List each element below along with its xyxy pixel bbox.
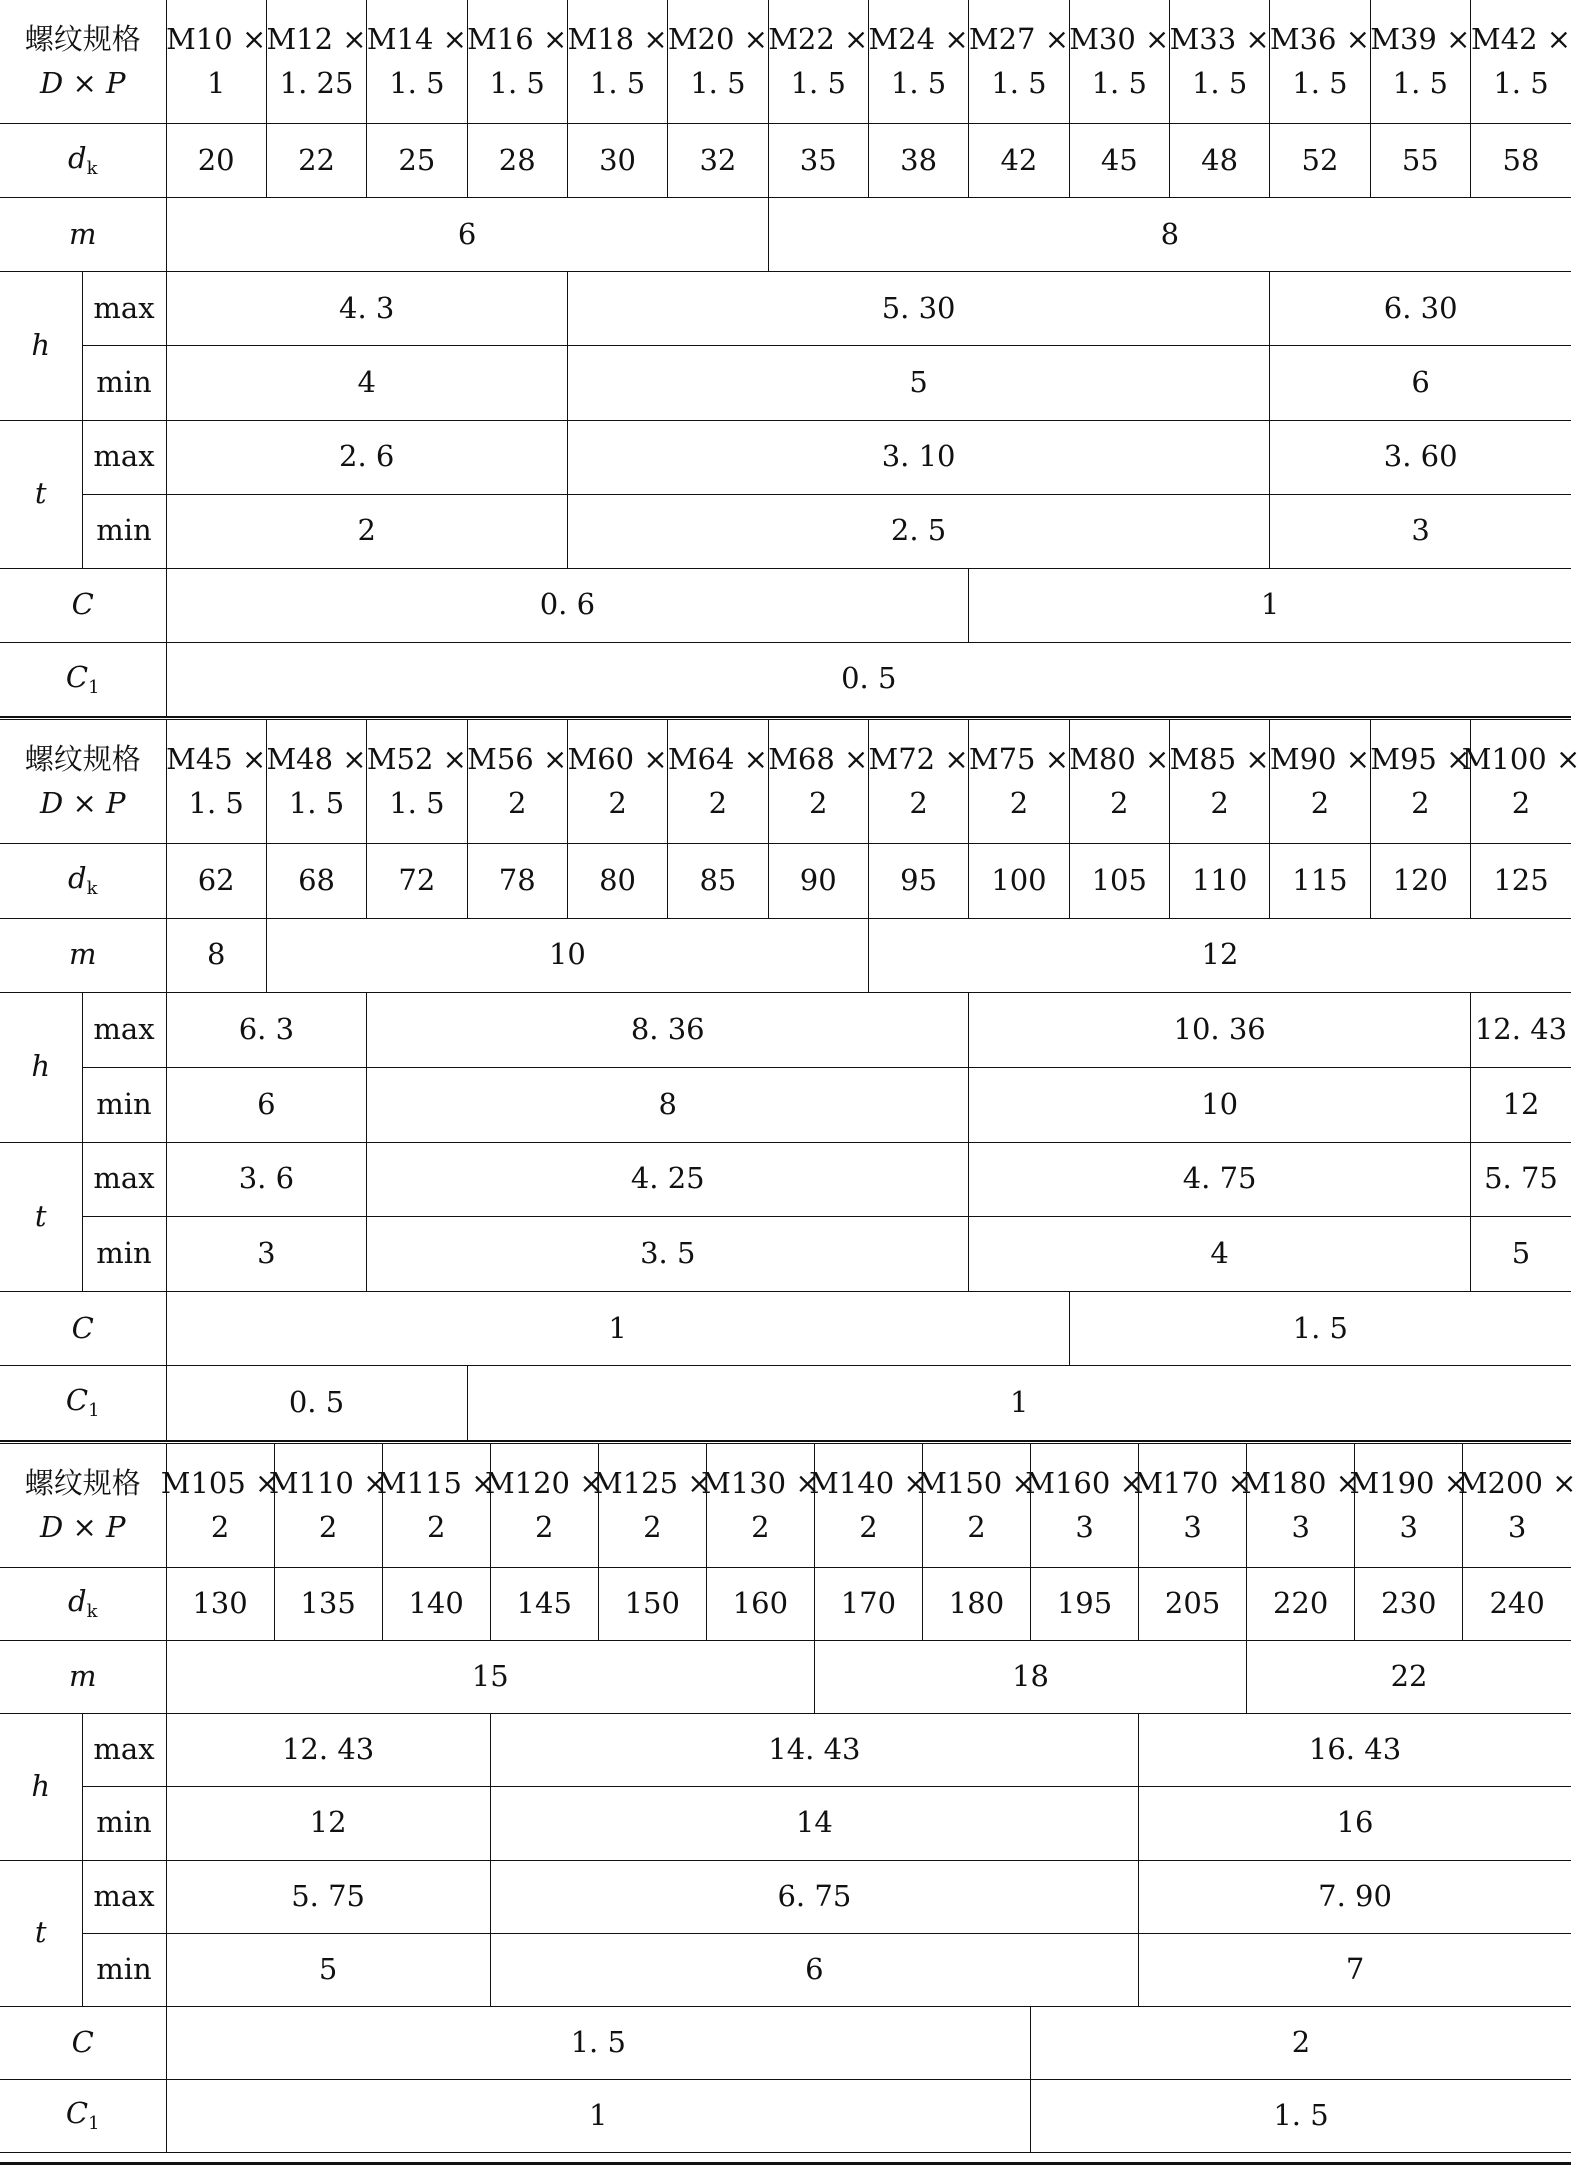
dk-label: $d_k$ xyxy=(0,124,166,198)
table-bottom-rule xyxy=(0,2162,1571,2168)
t-min-value: 3. 5 xyxy=(367,1217,969,1292)
min-label: min xyxy=(82,1217,166,1292)
thread-spec-cell: M85 × 2 xyxy=(1169,720,1269,844)
dk-value: 230 xyxy=(1355,1568,1463,1641)
max-label: max xyxy=(82,993,166,1068)
dk-value: 30 xyxy=(567,124,667,198)
t-max-row xyxy=(0,420,1571,494)
dk-value: 145 xyxy=(490,1568,598,1641)
t-max-row xyxy=(0,1142,1571,1217)
h-max-value: 12. 43 xyxy=(166,1714,490,1787)
thread-spec-cell: M72 × 2 xyxy=(868,720,968,844)
dk-value: 110 xyxy=(1169,844,1269,919)
thread-spec-cell: M42 × 1. 5 xyxy=(1470,0,1571,124)
h-max-value: 14. 43 xyxy=(490,1714,1138,1787)
dk-value: 32 xyxy=(668,124,768,198)
thread-spec-cell: M56 × 2 xyxy=(467,720,567,844)
min-label: min xyxy=(82,494,166,568)
dk-value: 22 xyxy=(266,124,366,198)
h-max-value: 5. 30 xyxy=(567,272,1269,346)
thread-spec-cell: M75 × 2 xyxy=(969,720,1069,844)
c1-value: 0. 5 xyxy=(166,642,1571,716)
dk-value: 38 xyxy=(868,124,968,198)
thread-spec-cell: M33 × 1. 5 xyxy=(1169,0,1269,124)
dk-value: 80 xyxy=(567,844,667,919)
t-max-value: 5. 75 xyxy=(1470,1142,1571,1217)
c-value: 1. 5 xyxy=(166,2006,1031,2079)
h-max-value: 6. 30 xyxy=(1270,272,1571,346)
t-label: t xyxy=(0,1860,82,2006)
h-max-value: 6. 3 xyxy=(166,993,367,1068)
dk-value: 170 xyxy=(814,1568,922,1641)
t-max-value: 4. 75 xyxy=(969,1142,1471,1217)
h-min-value: 6 xyxy=(166,1067,367,1142)
t-min-value: 3 xyxy=(1270,494,1571,568)
t-max-value: 6. 75 xyxy=(490,1860,1138,1933)
c-value: 0. 6 xyxy=(166,568,969,642)
c-value: 1. 5 xyxy=(1069,1291,1571,1366)
thread-spec-cell: M68 × 2 xyxy=(768,720,868,844)
thread-spec-cell: M36 × 1. 5 xyxy=(1270,0,1370,124)
thread-spec-cell: M22 × 1. 5 xyxy=(768,0,868,124)
t-min-value: 4 xyxy=(969,1217,1471,1292)
dk-value: 42 xyxy=(969,124,1069,198)
c1-row xyxy=(0,642,1571,716)
dk-label: $d_k$ xyxy=(0,844,166,919)
m-value: 10 xyxy=(266,918,868,993)
dk-value: 78 xyxy=(467,844,567,919)
m-row xyxy=(0,918,1571,993)
thread-spec-cell: M110 × 2 xyxy=(274,1444,382,1568)
spec-block-3 xyxy=(0,1441,1577,2153)
m-label: m xyxy=(0,918,166,993)
dk-value: 55 xyxy=(1370,124,1470,198)
t-max-value: 3. 10 xyxy=(567,420,1269,494)
h-max-value: 12. 43 xyxy=(1470,993,1571,1068)
h-min-value: 6 xyxy=(1270,346,1571,420)
dk-value: 58 xyxy=(1470,124,1571,198)
t-label: t xyxy=(0,420,82,568)
t-min-row xyxy=(0,1933,1571,2006)
thread-spec-cell: M95 × 2 xyxy=(1370,720,1470,844)
h-max-value: 8. 36 xyxy=(367,993,969,1068)
thread-spec-cell: M120 × 2 xyxy=(490,1444,598,1568)
spec-block-2 xyxy=(0,717,1580,1441)
dk-value: 28 xyxy=(467,124,567,198)
thread-spec-cell: M45 × 1. 5 xyxy=(166,720,266,844)
c-label: C xyxy=(0,1291,166,1366)
dk-value: 105 xyxy=(1069,844,1169,919)
h-min-row xyxy=(0,1787,1571,1860)
thread-spec-label: 螺纹规格 D × P xyxy=(0,720,166,844)
thread-spec-cell: M180 × 3 xyxy=(1247,1444,1355,1568)
min-label: min xyxy=(82,346,166,420)
thread-spec-cell: M80 × 2 xyxy=(1069,720,1169,844)
h-max-value: 16. 43 xyxy=(1139,1714,1571,1787)
c-label: C xyxy=(0,2006,166,2079)
h-max-row xyxy=(0,993,1571,1068)
spec-table xyxy=(0,1444,1577,2153)
dk-value: 140 xyxy=(382,1568,490,1641)
t-max-value: 3. 6 xyxy=(166,1142,367,1217)
c1-row xyxy=(0,2079,1571,2152)
dk-row xyxy=(0,844,1571,919)
thread-spec-cell: M20 × 1. 5 xyxy=(668,0,768,124)
thread-spec-cell: M130 × 2 xyxy=(706,1444,814,1568)
t-min-value: 3 xyxy=(166,1217,367,1292)
min-label: min xyxy=(82,1067,166,1142)
thread-spec-cell: M27 × 1. 5 xyxy=(969,0,1069,124)
dk-label: $d_k$ xyxy=(0,1568,166,1641)
c-value: 2 xyxy=(1031,2006,1571,2079)
m-value: 12 xyxy=(868,918,1571,993)
m-value: 22 xyxy=(1247,1641,1571,1714)
m-value: 15 xyxy=(166,1641,814,1714)
t-min-value: 5 xyxy=(166,1933,490,2006)
t-label: t xyxy=(0,1142,82,1291)
thread-spec-cell: M30 × 1. 5 xyxy=(1069,0,1169,124)
c-row xyxy=(0,2006,1571,2079)
h-min-row xyxy=(0,1067,1571,1142)
thread-spec-cell: M60 × 2 xyxy=(567,720,667,844)
thread-spec-cell: M190 × 3 xyxy=(1355,1444,1463,1568)
c-value: 1 xyxy=(969,568,1571,642)
thread-spec-label: 螺纹规格 D × P xyxy=(0,0,166,124)
dk-value: 160 xyxy=(706,1568,814,1641)
c-label: C xyxy=(0,568,166,642)
dk-value: 90 xyxy=(768,844,868,919)
h-max-value: 4. 3 xyxy=(166,272,567,346)
m-value: 18 xyxy=(814,1641,1246,1714)
m-label: m xyxy=(0,1641,166,1714)
dk-value: 72 xyxy=(367,844,467,919)
header-row xyxy=(0,0,1571,124)
dk-value: 115 xyxy=(1270,844,1370,919)
t-max-row xyxy=(0,1860,1571,1933)
m-row xyxy=(0,1641,1571,1714)
max-label: max xyxy=(82,272,166,346)
spec-block-1 xyxy=(0,0,1571,717)
min-label: min xyxy=(82,1787,166,1860)
dk-value: 95 xyxy=(868,844,968,919)
thread-spec-cell: M90 × 2 xyxy=(1270,720,1370,844)
dk-row xyxy=(0,124,1571,198)
dk-value: 52 xyxy=(1270,124,1370,198)
c1-value: 1 xyxy=(467,1366,1571,1441)
dk-value: 85 xyxy=(668,844,768,919)
h-min-value: 14 xyxy=(490,1787,1138,1860)
dk-value: 20 xyxy=(166,124,266,198)
header-row xyxy=(0,720,1571,844)
h-max-row xyxy=(0,1714,1571,1787)
t-min-row xyxy=(0,494,1571,568)
dk-row xyxy=(0,1568,1571,1641)
max-label: max xyxy=(82,1142,166,1217)
c1-row xyxy=(0,1366,1571,1441)
h-min-value: 16 xyxy=(1139,1787,1571,1860)
spec-table xyxy=(0,720,1580,1441)
thread-spec-cell: M12 × 1. 25 xyxy=(266,0,366,124)
t-max-value: 5. 75 xyxy=(166,1860,490,1933)
thread-spec-cell: M48 × 1. 5 xyxy=(266,720,366,844)
thread-spec-cell: M170 × 3 xyxy=(1139,1444,1247,1568)
dk-value: 25 xyxy=(367,124,467,198)
h-min-value: 12 xyxy=(166,1787,490,1860)
c1-label: $C_1$ xyxy=(0,642,166,716)
c1-label: $C_1$ xyxy=(0,2079,166,2152)
min-label: min xyxy=(82,1933,166,2006)
thread-spec-cell: M100 × 2 xyxy=(1470,720,1571,844)
h-min-value: 8 xyxy=(367,1067,969,1142)
thread-spec-cell: M52 × 1. 5 xyxy=(367,720,467,844)
thread-spec-label: 螺纹规格 D × P xyxy=(0,1444,166,1568)
h-min-value: 12 xyxy=(1470,1067,1571,1142)
h-min-row xyxy=(0,346,1571,420)
dk-value: 205 xyxy=(1139,1568,1247,1641)
m-row xyxy=(0,198,1571,272)
t-min-value: 2 xyxy=(166,494,567,568)
thread-spec-cell: M10 × 1 xyxy=(166,0,266,124)
h-max-row xyxy=(0,272,1571,346)
c-row xyxy=(0,1291,1571,1366)
t-min-value: 6 xyxy=(490,1933,1138,2006)
header-row xyxy=(0,1444,1571,1568)
thread-spec-cell: M160 × 3 xyxy=(1031,1444,1139,1568)
thread-spec-cell: M125 × 2 xyxy=(598,1444,706,1568)
c-row xyxy=(0,568,1571,642)
dk-value: 135 xyxy=(274,1568,382,1641)
thread-spec-cell: M39 × 1. 5 xyxy=(1370,0,1470,124)
dk-value: 68 xyxy=(266,844,366,919)
max-label: max xyxy=(82,420,166,494)
h-label: h xyxy=(0,1714,82,1860)
dk-value: 195 xyxy=(1031,1568,1139,1641)
m-value: 6 xyxy=(166,198,768,272)
dk-value: 240 xyxy=(1463,1568,1571,1641)
spec-table xyxy=(0,0,1571,717)
t-max-value: 3. 60 xyxy=(1270,420,1571,494)
t-min-value: 2. 5 xyxy=(567,494,1269,568)
max-label: max xyxy=(82,1860,166,1933)
thread-spec-cell: M150 × 2 xyxy=(922,1444,1030,1568)
h-min-value: 4 xyxy=(166,346,567,420)
t-max-value: 7. 90 xyxy=(1139,1860,1571,1933)
h-label: h xyxy=(0,993,82,1142)
dk-value: 45 xyxy=(1069,124,1169,198)
thread-spec-cell: M18 × 1. 5 xyxy=(567,0,667,124)
dk-value: 150 xyxy=(598,1568,706,1641)
dk-value: 100 xyxy=(969,844,1069,919)
c-value: 1 xyxy=(166,1291,1069,1366)
dk-value: 125 xyxy=(1470,844,1571,919)
thread-spec-cell: M14 × 1. 5 xyxy=(367,0,467,124)
thread-spec-cell: M16 × 1. 5 xyxy=(467,0,567,124)
c1-label: $C_1$ xyxy=(0,1366,166,1441)
dk-value: 180 xyxy=(922,1568,1030,1641)
t-min-row xyxy=(0,1217,1571,1292)
m-value: 8 xyxy=(768,198,1571,272)
dk-value: 62 xyxy=(166,844,266,919)
c1-value: 1. 5 xyxy=(1031,2079,1571,2152)
thread-spec-cell: M24 × 1. 5 xyxy=(868,0,968,124)
h-label: h xyxy=(0,272,82,420)
h-max-value: 10. 36 xyxy=(969,993,1471,1068)
thread-spec-cell: M115 × 2 xyxy=(382,1444,490,1568)
thread-spec-cell: M64 × 2 xyxy=(668,720,768,844)
m-label: m xyxy=(0,198,166,272)
dk-value: 48 xyxy=(1169,124,1269,198)
t-max-value: 2. 6 xyxy=(166,420,567,494)
t-min-value: 7 xyxy=(1139,1933,1571,2006)
h-min-value: 10 xyxy=(969,1067,1471,1142)
thread-spec-cell: M200 × 3 xyxy=(1463,1444,1571,1568)
thread-spec-cell: M105 × 2 xyxy=(166,1444,274,1568)
m-value: 8 xyxy=(166,918,266,993)
dk-value: 220 xyxy=(1247,1568,1355,1641)
t-max-value: 4. 25 xyxy=(367,1142,969,1217)
dk-value: 35 xyxy=(768,124,868,198)
dk-value: 120 xyxy=(1370,844,1470,919)
c1-value: 1 xyxy=(166,2079,1031,2152)
thread-spec-cell: M140 × 2 xyxy=(814,1444,922,1568)
max-label: max xyxy=(82,1714,166,1787)
dk-value: 130 xyxy=(166,1568,274,1641)
c1-value: 0. 5 xyxy=(166,1366,467,1441)
t-min-value: 5 xyxy=(1470,1217,1571,1292)
h-min-value: 5 xyxy=(567,346,1269,420)
